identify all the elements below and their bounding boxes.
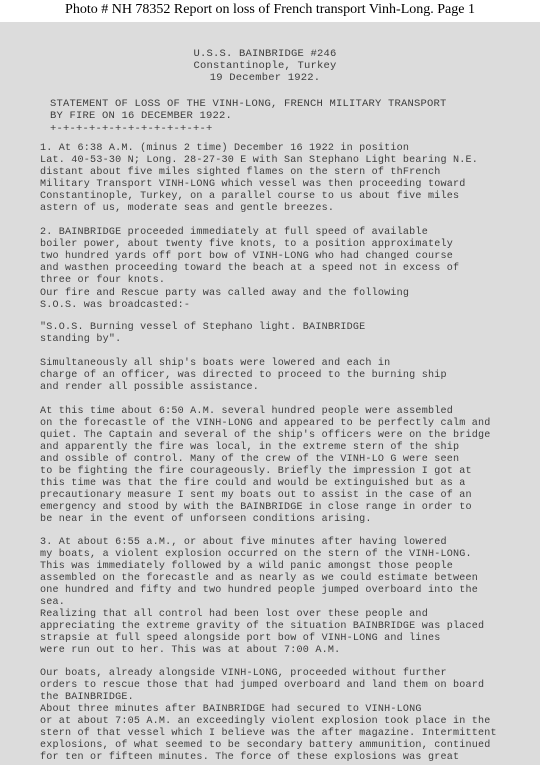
body-line: Realizing that all control had been lost over these people and [40,609,428,620]
body-line: my boats, a violent explosion occurred on the stern of the VINH-LONG. [40,549,472,560]
body-line: to be fighting the fire courageously. Briefly the impression I got at [40,466,472,477]
location: Constantinople, Turkey [193,60,337,72]
body-line: emergency and stood by with the BAINBRIDGE in close range in order to [40,502,472,513]
body-line: were run out to her. This was at about 7:00 A.M. [40,645,341,656]
title-underline-dashes: +-+-+-+-+-+-+-+-+-+-+-+-+ [50,123,213,135]
body-line: orders to rescue those that had jumped overboard and land them on board [40,680,485,691]
statement-title [50,98,510,122]
body-line: for ten or fifteen minutes. The force of these explosions was great [40,752,460,763]
body-line: 1. At 6:38 A.M. (minus 2 time) December 16 1922 in position [40,143,410,154]
body-line: and wasthen proceeding toward the beach at a speed not in excess of [40,263,460,274]
report-date: 19 December 1922. [209,72,321,84]
statement-title-line-1: STATEMENT OF LOSS OF THE VINH-LONG, FRENCH MILITARY TRANSPORT [50,98,447,110]
body-line: This was immediately followed by a wild panic amongst those people [40,561,453,572]
body-line: or at about 7:05 A.M. an exceedingly violent explosion took place in the [40,716,491,727]
body-line: and apparently the fire was local, in the extreme stern of the ship [40,442,460,453]
body-line: Simultaneously all ship's boats were lowered and each in [40,358,391,369]
body-line: sea. [40,597,66,608]
body-line: distant about five miles sighted flames on the stern of thFrench [40,167,441,178]
body-line: two hundred yards off port bow of VINH-LONG who had changed course [40,251,453,262]
photo-caption-strip [0,0,540,22]
body-line: Our boats, already alongside VINH-LONG, proceeded without further [40,668,447,679]
body-line: About three minutes after BAINBRIDGE had secured to VINH-LONG [40,704,422,715]
body-line: and render all possible assistance. [40,382,260,393]
body-line: astern of us, moderate seas and gentle breezes. [40,203,335,214]
body-line: boiler power, about twenty five knots, to a position approximately [40,239,453,250]
body-line: quiet. The Captain and several of the ship's officers were on the bridge [40,430,491,441]
body-line: one hundred and fifty and two hundred people jumped overboard into the [40,585,479,596]
body-line: "S.O.S. Burning vessel of Stephano light. BAINBRIDGE [40,322,366,333]
body-line: appreciating the extreme gravity of the situation BAINBRIDGE was placed [40,621,485,632]
body-line: 3. At about 6:55 a.M., or about five minutes after having lowered [40,537,447,548]
body-line: strapsie at full speed alongside port bow of VINH-LONG and lines [40,633,441,644]
body-line: assembled on the forecastle and as nearly as we could estimate between [40,573,479,584]
body-line: standing by". [40,334,122,345]
body-line: Our fire and Rescue party was called away and the following [40,288,410,299]
body-line: be near in the event of unforseen conditions arising. [40,514,372,525]
body-line: this time was that the fire could and would be extinguished but as a [40,478,466,489]
body-line: stern of that vessel which I believe was the after magazine. Intermittent [40,728,497,739]
body-line: Military Transport VINH-LONG which vessel was then proceeding toward [40,179,466,190]
body-line: and ossible of control. Many of the crew of the VINH-LO G were seen [40,454,460,465]
body-line: S.O.S. was broadcasted:- [40,300,191,311]
body-line: the BAINBRIDGE. [40,692,134,703]
body-line: explosions, of what seemed to be secondary battery ammunition, continued [40,740,491,751]
body-line: At this time about 6:50 A.M. several hundred people were assembled [40,406,453,417]
body-line: on the forecastle of the VINH-LONG and appeared to be perfectly calm and [40,418,491,429]
body-line: three or four knots. [40,275,166,286]
ship-name: U.S.S. BAINBRIDGE #246 [193,48,337,60]
body-line: precautionary measure I sent my boats out to assist in the case of an [40,490,472,501]
statement-title-line-2: BY FIRE ON 16 DECEMBER 1922. [50,110,233,122]
body-line: charge of an officer, was directed to proceed to the burning ship [40,370,447,381]
body-line: Constantinople, Turkey, on a parallel course to us about five miles [40,191,460,202]
body-line: 2. BAINBRIDGE proceeded immediately at full speed of available [40,227,428,238]
body-line: Lat. 40-53-30 N; Long. 28-27-30 E with San Stephano Light bearing N.E. [40,155,479,166]
photo-caption: Photo # NH 78352 Report on loss of French transport Vinh-Long. Page 1 [65,2,475,17]
letterhead [150,48,380,84]
